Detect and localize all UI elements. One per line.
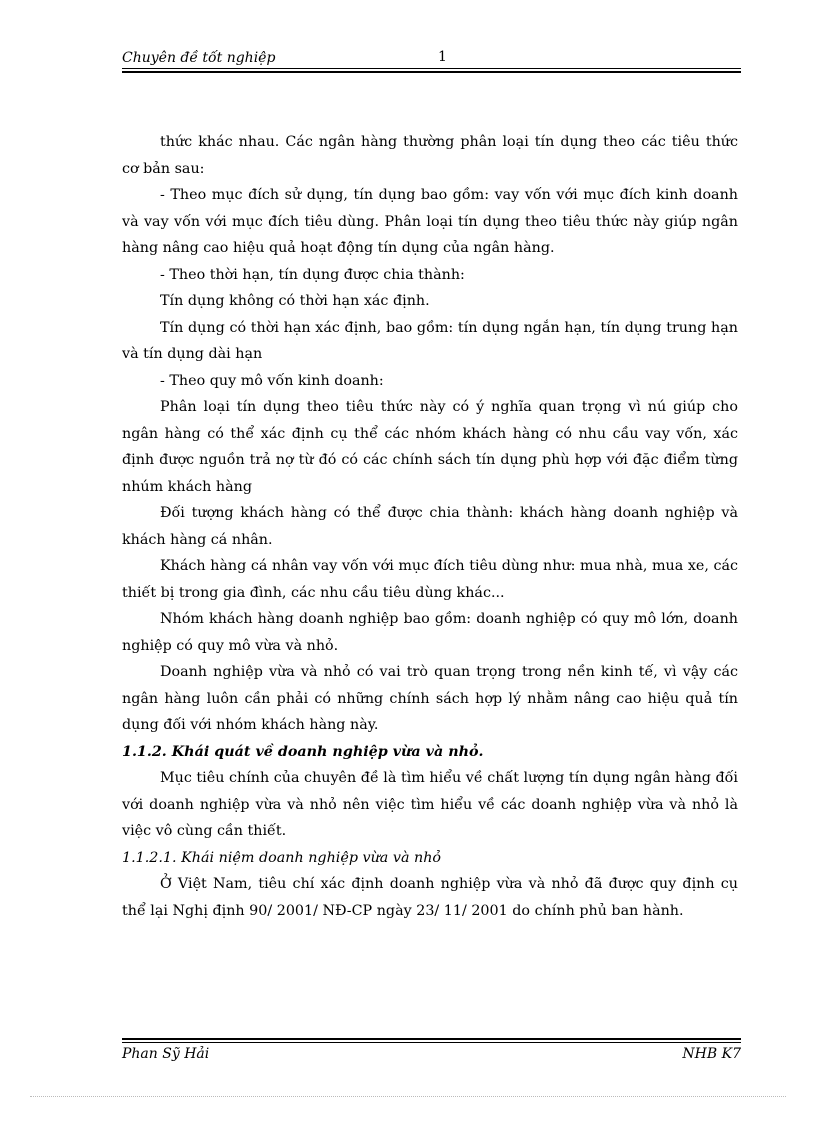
header-rule-thick bbox=[122, 71, 741, 73]
paragraph: - Theo quy mô vốn kinh doanh: bbox=[160, 372, 384, 389]
paragraph: Ở Việt Nam, tiêu chí xác định doanh nghiệp vừa và nhỏ đã được quy định cụ thể lại Nghị định 90/ 2001/ NĐ-CP ngày 23/ 11/ 2001 do chính phủ ban hành. bbox=[122, 876, 738, 919]
body-text bbox=[122, 129, 738, 924]
footer-rule-thick bbox=[122, 1038, 741, 1040]
footer-rule-thin bbox=[122, 1042, 741, 1043]
paragraph: thức khác nhau. Các ngân hàng thường phân loại tín dụng theo các tiêu thức cơ bản sau: bbox=[122, 134, 738, 177]
header-rule-thin bbox=[122, 68, 741, 69]
page-number: 1 bbox=[438, 49, 447, 65]
paragraph: Mục tiêu chính của chuyên đề là tìm hiểu về chất lượng tín dụng ngân hàng đối với doanh nghiệp vừa và nhỏ nên việc tìm hiểu về các doanh nghiệp vừa và nhỏ là việc vô cùng cần thiết. bbox=[122, 770, 738, 839]
page-header bbox=[122, 48, 741, 74]
paragraph: Phân loại tín dụng theo tiêu thức này có ý nghĩa quan trọng vì nú giúp cho ngân hàng có thể xác định cụ thể các nhóm khách hàng có nhu cầu vay vốn, xác định được nguồn trả nợ từ đó có các chính sách tín dụng phù hợp với đặc điểm từng nhúm khách hàng bbox=[122, 399, 738, 495]
paragraph: Khách hàng cá nhân vay vốn với mục đích tiêu dùng như: mua nhà, mua xe, các thiết bị trong gia đình, các nhu cầu tiêu dùng khác... bbox=[122, 558, 738, 601]
paragraph: - Theo thời hạn, tín dụng được chia thành: bbox=[160, 266, 465, 283]
paragraph: - Theo mục đích sử dụng, tín dụng bao gồm: vay vốn với mục đích kinh doanh và vay vốn với mục đích tiêu dùng. Phân loại tín dụng theo tiêu thức này giúp ngân hàng nâng cao hiệu quả hoạt động tín dụng của ngân hàng. bbox=[122, 187, 738, 256]
subsection-heading: 1.1.2.1. Khái niệm doanh nghiệp vừa và nhỏ bbox=[122, 849, 442, 866]
footer-author: Phan Sỹ Hải bbox=[122, 1046, 210, 1062]
paragraph: Tín dụng có thời hạn xác định, bao gồm: tín dụng ngắn hạn, tín dụng trung hạn và tín dụng dài hạn bbox=[122, 319, 738, 362]
section-heading: 1.1.2. Khái quát về doanh nghiệp vừa và nhỏ. bbox=[122, 743, 484, 760]
paragraph: Tín dụng không có thời hạn xác định. bbox=[160, 293, 430, 309]
paragraph: Đối tượng khách hàng có thể được chia thành: khách hàng doanh nghiệp và khách hàng cá nhân. bbox=[122, 505, 738, 548]
paragraph: Doanh nghiệp vừa và nhỏ có vai trò quan trọng trong nền kinh tế, vì vậy các ngân hàng luôn cần phải có những chính sách hợp lý nhằm nâng cao hiệu quả tín dụng đối với nhóm khách hàng này. bbox=[122, 664, 738, 733]
page-footer bbox=[122, 1038, 741, 1068]
page-bottom-divider bbox=[30, 1096, 786, 1097]
header-title: Chuyên đề tốt nghiệp bbox=[122, 50, 276, 66]
paragraph: Nhóm khách hàng doanh nghiệp bao gồm: doanh nghiệp có quy mô lớn, doanh nghiệp có quy mô vừa và nhỏ. bbox=[122, 611, 738, 654]
footer-class: NHB K7 bbox=[682, 1046, 741, 1062]
